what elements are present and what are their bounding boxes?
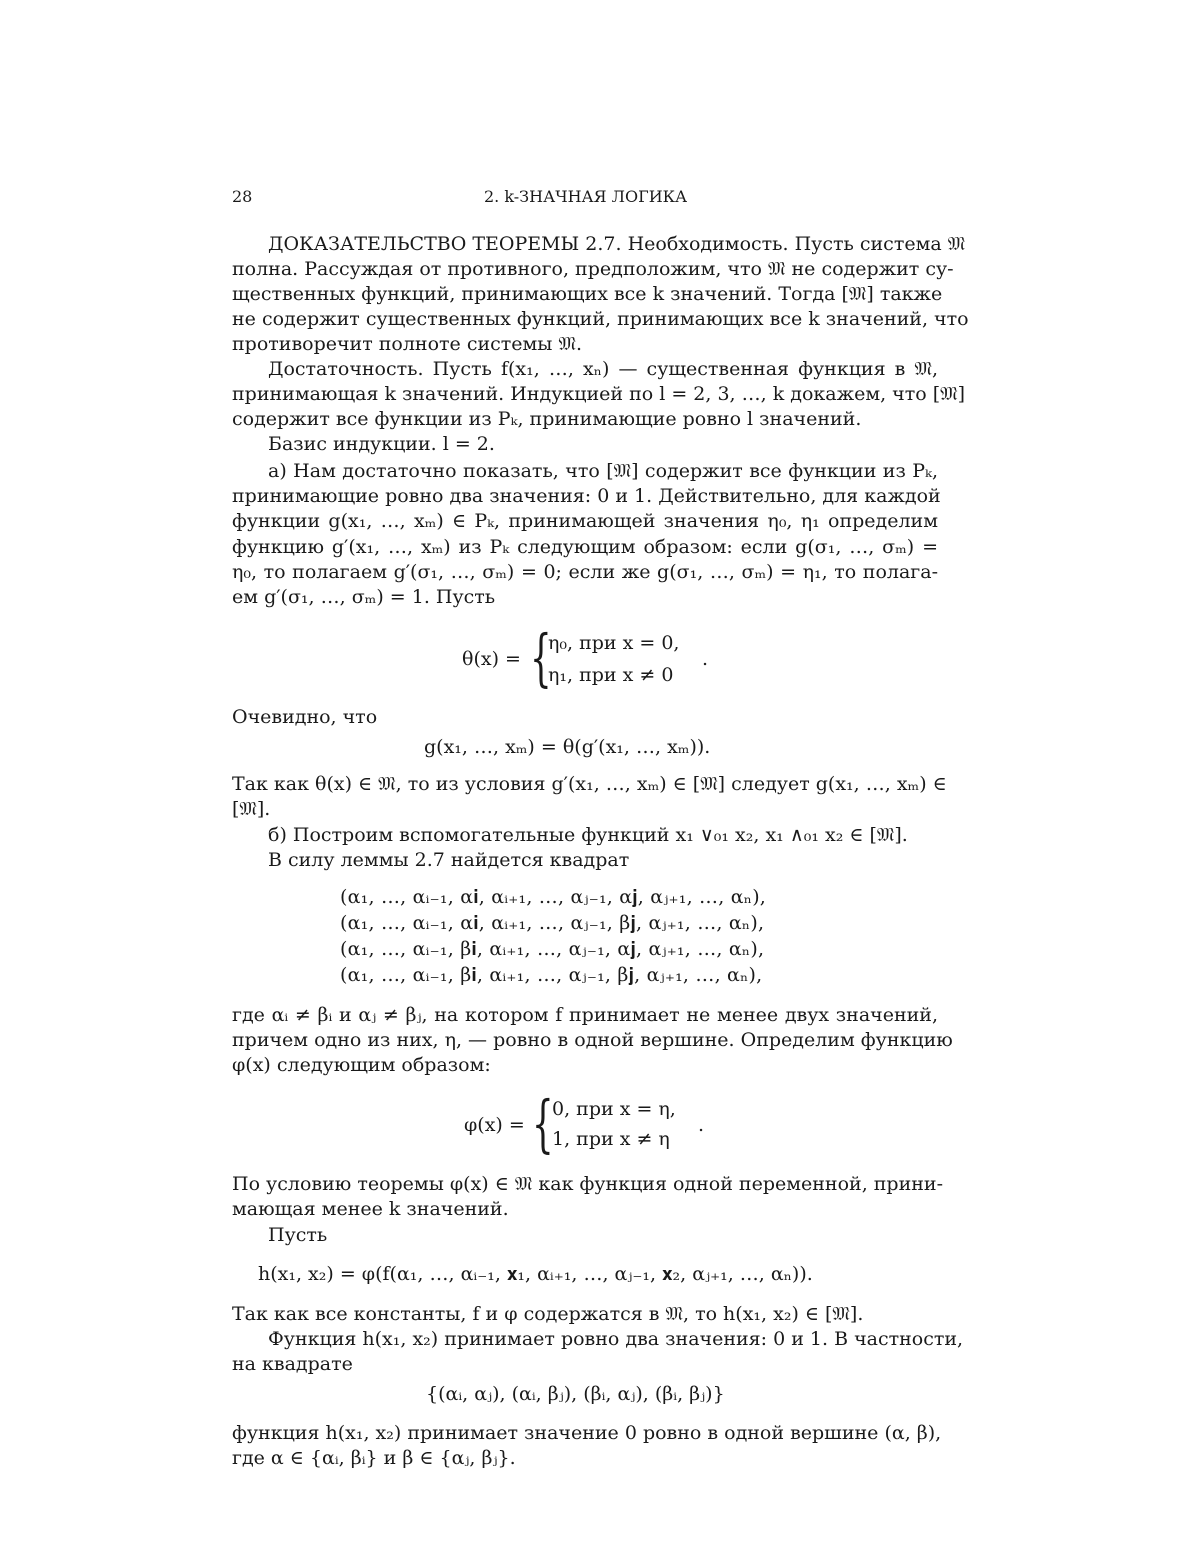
square-vertex-row: (α₁, …, αᵢ₋₁, α𝐢, αᵢ₊₁, …, αⱼ₋₁, β𝐣, αⱼ₊₁, …, αₙ), — [340, 912, 765, 934]
text-line: функции g(x₁, …, xₘ) ∈ Pₖ, принимающей значения η₀, η₁ определим — [232, 510, 938, 532]
text-line: [𝔐]. — [232, 798, 271, 820]
theta-lhs: θ(x) = — [462, 648, 521, 670]
square-vertex-row: (α₁, …, αᵢ₋₁, β𝐢, αᵢ₊₁, …, αⱼ₋₁, β𝐣, αⱼ₊₁, …, αₙ), — [340, 964, 763, 986]
text-line: причем одно из них, η, — ровно в одной вершине. Определим функцию — [232, 1029, 953, 1051]
text-line: η₀, то полагаем g′(σ₁, …, σₘ) = 0; если же g(σ₁, …, σₘ) = η₁, то полага- — [232, 561, 938, 583]
text-line: где αᵢ ≠ βᵢ и αⱼ ≠ βⱼ, на котором f принимает не менее двух значений, — [232, 1004, 938, 1026]
theta-case: η₀, при x = 0, — [548, 632, 680, 654]
text-line: По условию теоремы φ(x) ∈ 𝔐 как функция одной переменной, прини- — [232, 1173, 944, 1195]
theta-case: η₁, при x ≠ 0 — [548, 664, 674, 686]
phi-period: . — [698, 1114, 705, 1136]
square-set-equation: {(αᵢ, αⱼ), (αᵢ, βⱼ), (βᵢ, αⱼ), (βᵢ, βⱼ)} — [426, 1383, 725, 1405]
text-line: полна. Рассуждая от противного, предположим, что 𝔐 не содержит су- — [232, 258, 954, 280]
phi-case: 1, при x ≠ η — [552, 1128, 670, 1150]
h-definition-equation: h(x₁, x₂) = φ(f(α₁, …, αᵢ₋₁, 𝐱₁, αᵢ₊₁, …, αⱼ₋₁, 𝐱₂, αⱼ₊₁, …, αₙ)). — [258, 1263, 813, 1285]
page-number: 28 — [232, 187, 253, 206]
text-line: ем g′(σ₁, …, σₘ) = 1. Пусть — [232, 586, 496, 608]
text-line: Достаточность. Пусть f(x₁, …, xₙ) — существенная функция в 𝔐, — [268, 358, 938, 380]
text-line: функция h(x₁, x₂) принимает значение 0 ровно в одной вершине (α, β), — [232, 1422, 942, 1444]
text-line: мающая менее k значений. — [232, 1198, 509, 1220]
text-line: функцию g′(x₁, …, xₘ) из Pₖ следующим образом: если g(σ₁, …, σₘ) = — [232, 536, 938, 558]
phi-case: 0, при x = η, — [552, 1098, 676, 1120]
left-brace-icon: { — [532, 1087, 554, 1160]
running-title: 2. k-ЗНАЧНАЯ ЛОГИКА — [484, 187, 688, 206]
text-line: Пусть — [268, 1224, 328, 1246]
g-composition-equation: g(x₁, …, xₘ) = θ(g′(x₁, …, xₘ)). — [424, 736, 711, 758]
text-line: принимающая k значений. Индукцией по l = 2, 3, …, k докажем, что [𝔐] — [232, 383, 966, 405]
text-line: В силу леммы 2.7 найдется квадрат — [268, 849, 630, 871]
text-line: Так как θ(x) ∈ 𝔐, то из условия g′(x₁, …, xₘ) ∈ [𝔐] следует g(x₁, …, xₘ) ∈ — [232, 773, 947, 795]
text-line: не содержит существенных функций, принимающих все k значений, что — [232, 308, 969, 330]
square-vertex-row: (α₁, …, αᵢ₋₁, β𝐢, αᵢ₊₁, …, αⱼ₋₁, α𝐣, αⱼ₊₁, …, αₙ), — [340, 938, 765, 960]
text-line: φ(x) следующим образом: — [232, 1054, 491, 1076]
text-line: где α ∈ {αᵢ, βᵢ} и β ∈ {αⱼ, βⱼ}. — [232, 1447, 516, 1469]
text-line: ДОКАЗАТЕЛЬСТВО ТЕОРЕМЫ 2.7. Необходимость. Пусть система 𝔐 — [268, 233, 966, 255]
text-line: на квадрате — [232, 1353, 353, 1375]
text-line: содержит все функции из Pₖ, принимающие ровно l значений. — [232, 408, 862, 430]
theta-period: . — [702, 648, 709, 670]
text-line: Так как все константы, f и φ содержатся в 𝔐, то h(x₁, x₂) ∈ [𝔐]. — [232, 1303, 864, 1325]
text-line: а) Нам достаточно показать, что [𝔐] содержит все функции из Pₖ, — [268, 460, 938, 482]
text-line: Очевидно, что — [232, 706, 378, 728]
text-line: щественных функций, принимающих все k значений. Тогда [𝔐] также — [232, 283, 943, 305]
text-line: б) Построим вспомогательные функций x₁ ∨₀₁ x₂, x₁ ∧₀₁ x₂ ∈ [𝔐]. — [268, 824, 908, 846]
text-line: противоречит полноте системы 𝔐. — [232, 333, 582, 355]
text-line: Базис индукции. l = 2. — [268, 433, 495, 455]
text-line: принимающие ровно два значения: 0 и 1. Действительно, для каждой — [232, 485, 941, 507]
text-line: Функция h(x₁, x₂) принимает ровно два значения: 0 и 1. В частности, — [268, 1328, 964, 1350]
square-vertex-row: (α₁, …, αᵢ₋₁, α𝐢, αᵢ₊₁, …, αⱼ₋₁, α𝐣, αⱼ₊₁, …, αₙ), — [340, 886, 767, 908]
left-brace-icon: { — [530, 621, 552, 694]
phi-lhs: φ(x) = — [464, 1114, 525, 1136]
